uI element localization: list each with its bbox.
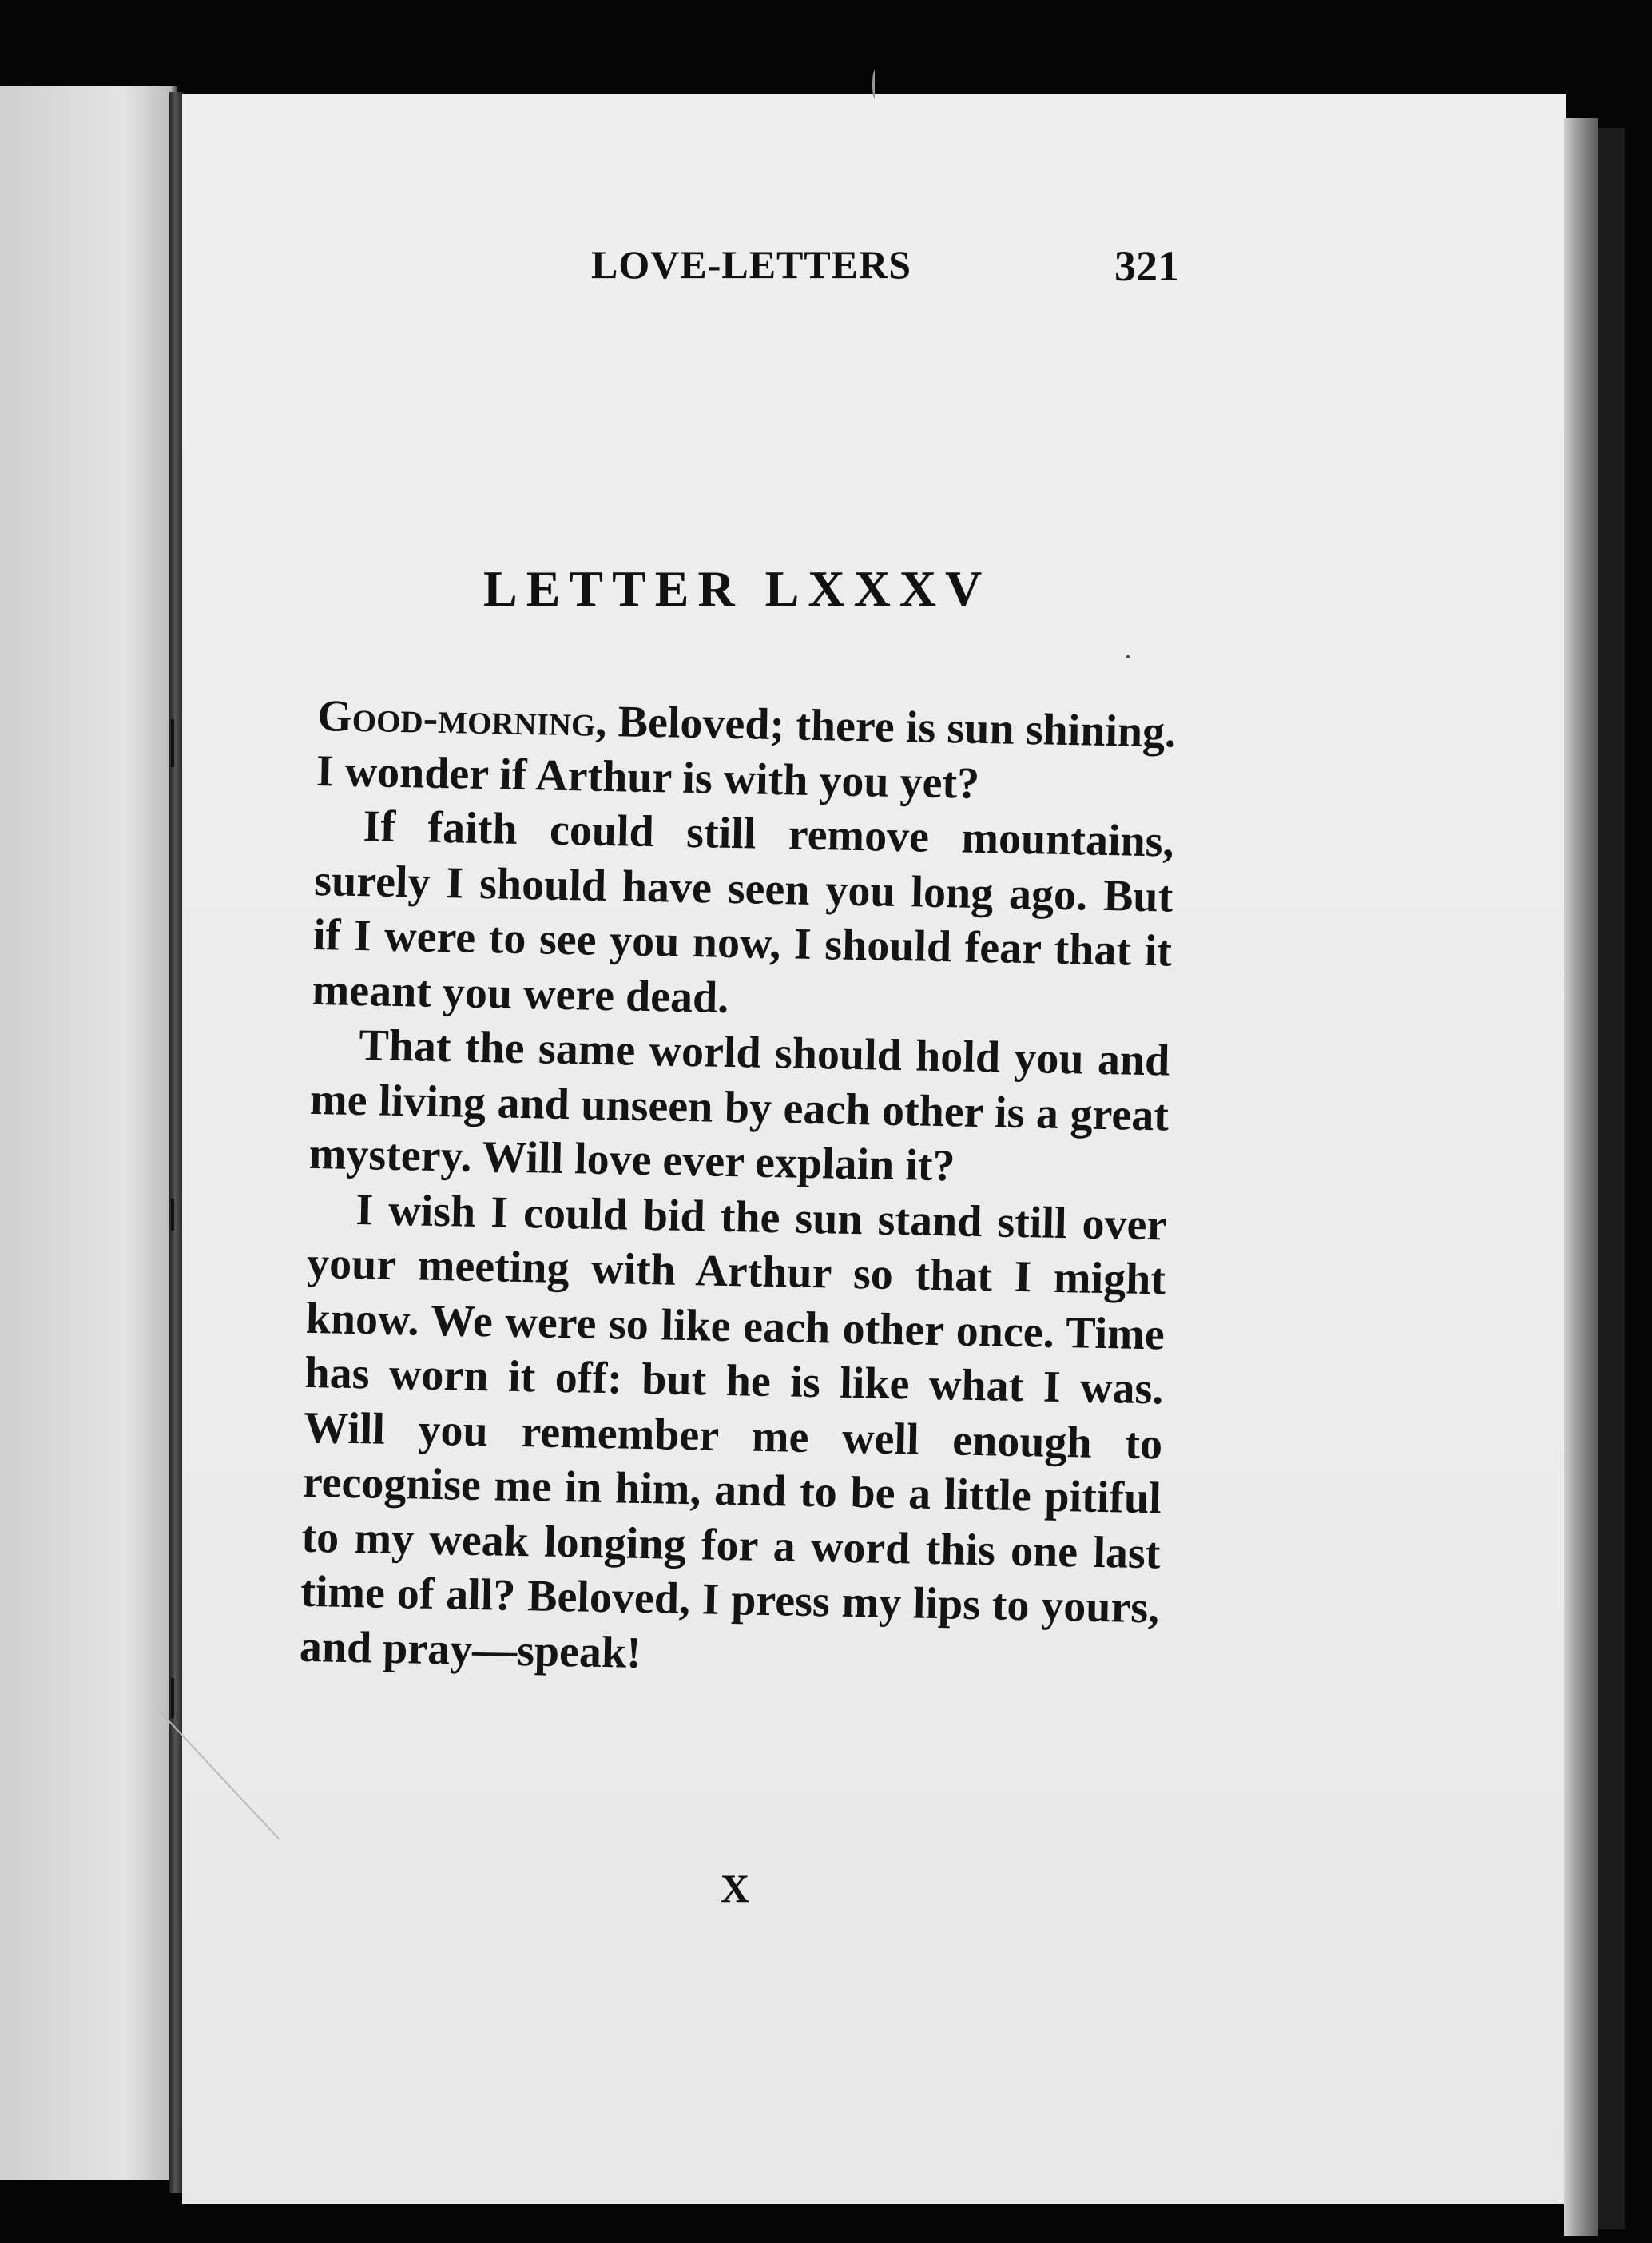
paragraph-text: Beloved; there is sun shining. I wonder if Arthur is with you yet? — [316, 696, 1177, 809]
signature-mark: X — [721, 1866, 750, 1911]
paragraph: I wish I could bid the sun stand still over your meeting with Arthur so that I might know. We were so like each other once. Time has worn it off: but he is like what I was. Will you remember me well enough to recognise me in him, and to be a little pitiful to my weak longing for a word this one last time of all? Beloved, I press my lips to yours, and pray—speak! — [299, 1184, 1167, 1678]
scan-mark — [872, 70, 877, 99]
page-number: 321 — [1114, 242, 1179, 290]
opening-words: Good-morning, — [316, 690, 608, 746]
facing-page-edge — [0, 86, 177, 2180]
paragraph: If faith could still remove mountains, surely I should have seen you long ago. But if I were to see you now, I should fear that it meant you were dead. — [312, 801, 1175, 1023]
paragraph — [316, 689, 1176, 815]
paragraph: That the same world should hold you and me living and unseen by each other is a great mystery. Will love ever explain it? — [308, 1020, 1170, 1191]
letter-title: LETTER LXXXV — [483, 560, 991, 617]
cover-edge — [1598, 128, 1625, 2229]
letter-body — [299, 689, 1176, 1690]
running-title: LOVE-LETTERS — [591, 242, 912, 287]
gutter-mark — [171, 1678, 174, 1718]
gutter-mark — [171, 1199, 174, 1231]
page-fore-edge — [1564, 118, 1598, 2236]
paper-speck — [1126, 655, 1130, 658]
gutter-mark — [171, 719, 174, 767]
